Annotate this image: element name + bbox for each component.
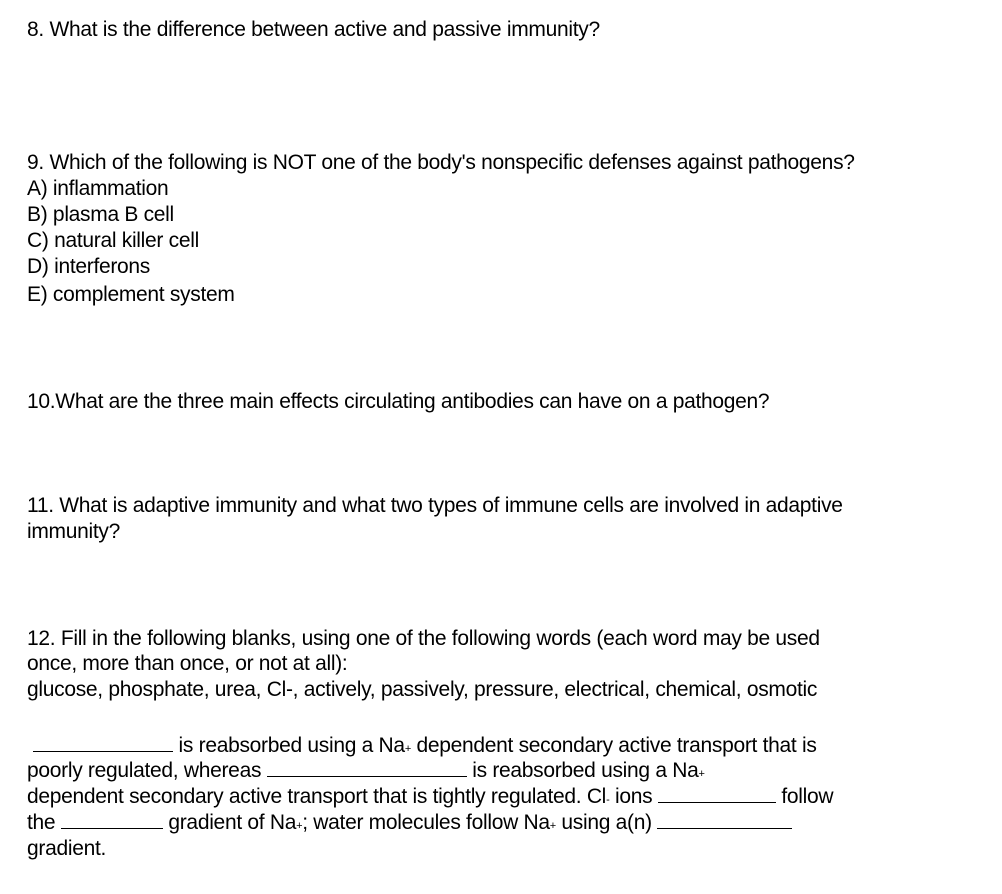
text: poorly regulated, whereas xyxy=(27,759,267,782)
fill-line-3 xyxy=(27,784,833,813)
plus-sign: + xyxy=(549,820,556,832)
text: ions xyxy=(609,785,658,808)
question-8: 8. What is the difference between active and passive immunity? xyxy=(27,18,600,41)
text: gradient of Na xyxy=(162,811,297,834)
blank-5[interactable] xyxy=(657,810,792,829)
plus-sign: + xyxy=(404,743,411,755)
option-b: B) plasma B cell xyxy=(27,203,174,226)
option-c: C) natural killer cell xyxy=(27,229,199,252)
blank-3[interactable] xyxy=(658,784,776,803)
text: dependent secondary active transport that is xyxy=(410,734,817,757)
option-e: E) complement system xyxy=(27,283,235,306)
word-bank: glucose, phosphate, urea, Cl-, actively, passively, pressure, electrical, chemical, osmotic xyxy=(27,678,818,701)
blank-2[interactable] xyxy=(267,758,467,777)
text: follow xyxy=(775,785,834,808)
blank-1[interactable] xyxy=(33,733,173,752)
fill-line-4 xyxy=(27,810,792,839)
fill-line-5: gradient. xyxy=(27,837,107,860)
question-9: 9. Which of the following is NOT one of the body's nonspecific defenses against pathogens? xyxy=(27,151,855,174)
text: is reabsorbed using a Na xyxy=(173,734,405,757)
question-12-line-1: 12. Fill in the following blanks, using one of the following words (each word may be used xyxy=(27,627,820,650)
question-12-line-2: once, more than once, or not at all): xyxy=(27,652,348,675)
fill-line-2 xyxy=(27,758,705,787)
text: is reabsorbed using a Na xyxy=(466,759,699,782)
plus-sign: + xyxy=(698,768,705,780)
option-a: A) inflammation xyxy=(27,177,169,200)
text: using a(n) xyxy=(555,811,658,834)
text: the xyxy=(27,811,61,834)
text: ; water molecules follow Na xyxy=(302,811,550,834)
question-11-line-2: immunity? xyxy=(27,520,120,543)
text: dependent secondary active transport that is tightly regulated. Cl xyxy=(27,785,607,808)
option-d: D) interferons xyxy=(27,255,151,278)
plus-sign: + xyxy=(296,820,303,832)
blank-4[interactable] xyxy=(61,810,163,829)
minus-sign: - xyxy=(606,794,610,806)
question-10: 10.What are the three main effects circulating antibodies can have on a pathogen? xyxy=(27,390,770,413)
question-11-line-1: 11. What is adaptive immunity and what two types of immune cells are involved in adaptive xyxy=(27,494,843,517)
